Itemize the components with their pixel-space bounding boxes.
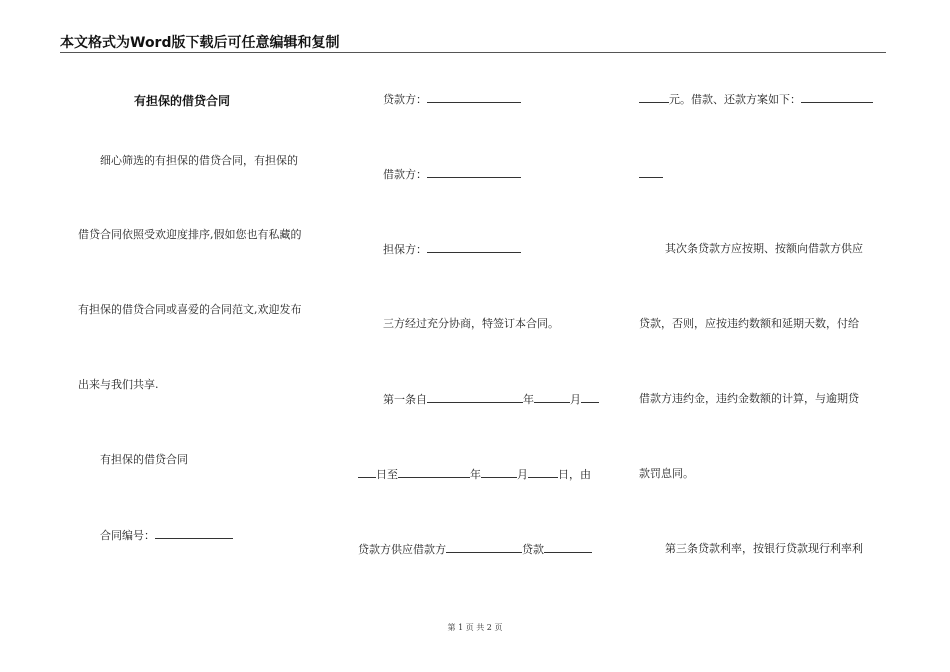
day-by-label: 日，由 [558,468,591,481]
article-2-line-1: 其次条贷款方应按期、按额向借款方供应 [665,242,863,255]
guarantor-label: 担保方： [383,243,427,256]
plan-blank [801,92,873,103]
article-2-line-3: 借款方违约金，违约金数额的计算，与逾期贷 [639,392,859,405]
end-year-blank [398,467,470,478]
lender-label: 贷款方： [383,93,427,106]
header-divider [60,52,886,53]
article-1-line-1 [383,392,599,407]
article-2-line-4: 款罚息同。 [639,467,694,480]
start-year-blank [427,392,523,403]
page-number: 第 1 页 共 2 页 [447,623,503,632]
contract-number-line [100,528,233,543]
start-day-blank [581,392,599,403]
yuan-line [639,92,873,107]
end-month-label: 月 [517,468,528,481]
article-1-line-3 [358,542,592,557]
subtitle: 有担保的借贷合同 [100,453,188,466]
end-month-blank [481,467,517,478]
day-to-label: 日至 [376,468,398,481]
intro-line-4: 出来与我们共享. [78,378,159,391]
plan-blank-cont [639,167,663,178]
end-year-label: 年 [470,468,481,481]
loan-label: 贷款 [522,543,544,556]
year-label: 年 [523,393,534,406]
yuan-text: 元。借款、还款方案如下： [669,93,801,106]
guarantor-blank [427,242,521,253]
start-day-blank-cont [358,467,376,478]
intro-line-2: 借贷合同依照受欢迎度排序,假如您也有私藏的 [78,228,302,241]
agreement-line: 三方经过充分协商，特签订本合同。 [383,317,559,330]
end-day-blank [528,467,558,478]
lender-blank [427,92,521,103]
intro-line-1: 细心筛选的有担保的借贷合同，有担保的 [100,154,298,167]
article-1-line-2 [358,467,591,482]
start-month-blank [534,392,570,403]
month-label: 月 [570,393,581,406]
guarantor-line [383,242,521,257]
supply-text: 贷款方供应借款方 [358,543,446,556]
intro-line-3: 有担保的借贷合同或喜爱的合同范文,欢迎发布 [78,303,302,316]
lender-line [383,92,521,107]
document-title: 有担保的借贷合同 [134,94,231,108]
borrower-line [383,167,521,182]
article-3-line-1: 第三条贷款利率，按银行贷款现行利率利 [665,542,863,555]
article-1-prefix: 第一条自 [383,393,427,406]
contract-number-label: 合同编号： [100,529,155,542]
loan-amount-blank [544,542,592,553]
borrower-label: 借款方： [383,168,427,181]
header-title: 本文格式为Word版下载后可任意编辑和复制 [60,35,340,51]
contract-number-blank [155,528,233,539]
amount-blank [639,92,669,103]
article-2-line-2: 贷款，否则，应按违约数额和延期天数，付给 [639,317,859,330]
borrower-blank [427,167,521,178]
loan-purpose-blank [446,542,522,553]
plan-blank-line [639,167,663,182]
